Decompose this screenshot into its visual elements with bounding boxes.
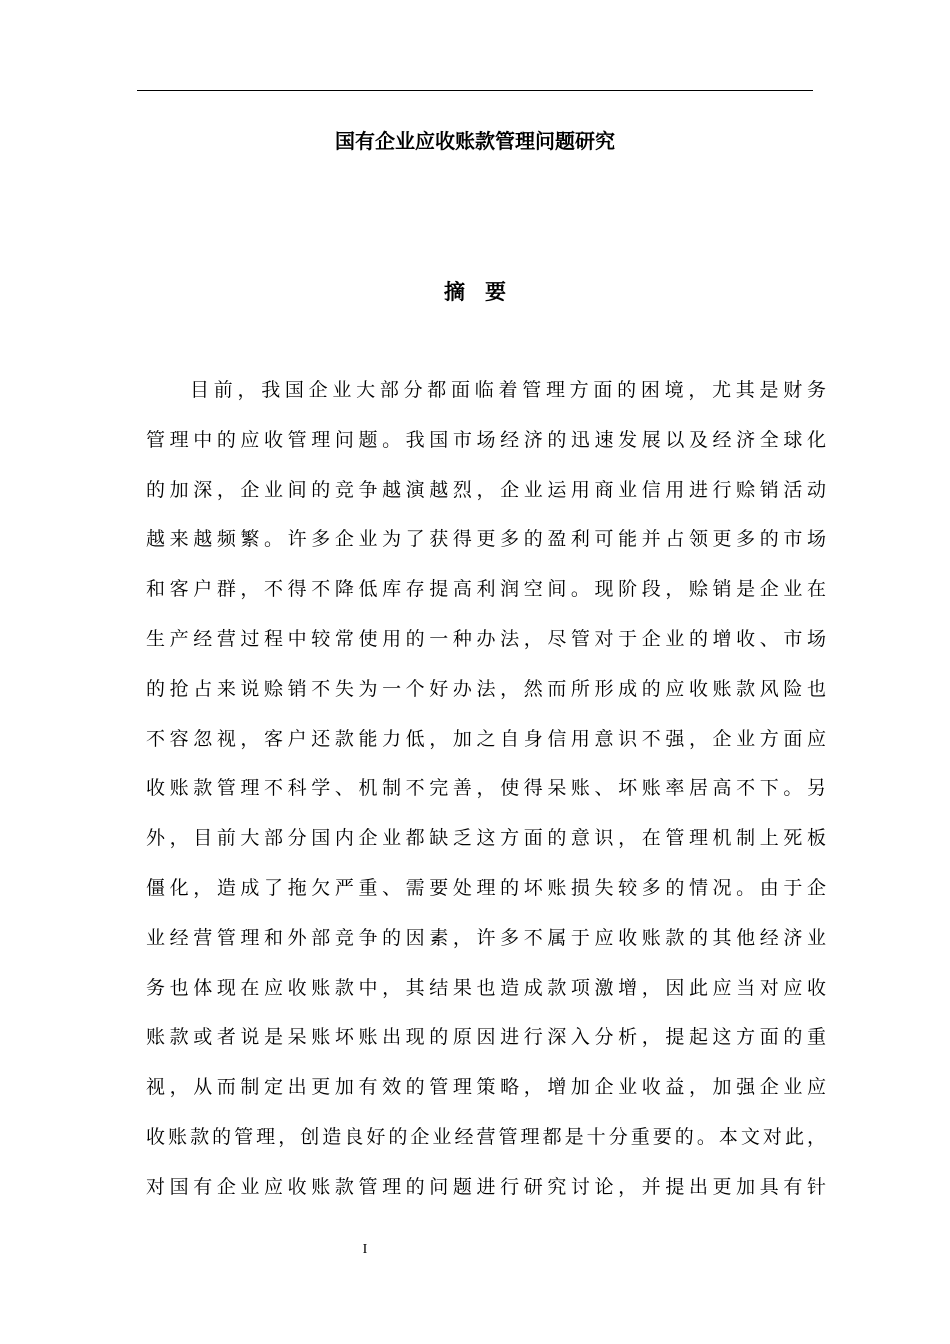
abstract-line: 僵化，造成了拖欠严重、需要处理的坏账损失较多的情况。由于企 [146, 876, 826, 899]
abstract-line: 和客户群，不得不降低库存提高利润空间。现阶段，赊销是企业在 [146, 578, 826, 601]
abstract-line: 收账款的管理，创造良好的企业经营管理都是十分重要的。本文对此， [146, 1125, 826, 1148]
abstract-line: 对国有企业应收账款管理的问题进行研究讨论，并提出更加具有针 [146, 1175, 826, 1198]
abstract-line: 务也体现在应收账款中，其结果也造成款项激增，因此应当对应收 [146, 976, 826, 999]
abstract-line: 收账款管理不科学、机制不完善，使得呆账、坏账率居高不下。另 [146, 777, 826, 800]
abstract-line: 管理中的应收管理问题。我国市场经济的迅速发展以及经济全球化 [146, 428, 826, 451]
abstract-line: 业经营管理和外部竞争的因素，许多不属于应收账款的其他经济业 [146, 926, 826, 949]
abstract-line: 生产经营过程中较常使用的一种办法，尽管对于企业的增收、市场 [146, 627, 826, 650]
abstract-body [146, 366, 826, 1213]
document-title: 国有企业应收账款管理问题研究 [335, 129, 615, 153]
page-number: I [362, 1242, 368, 1257]
abstract-line: 的加深，企业间的竞争越演越烈，企业运用商业信用进行赊销活动 [146, 478, 826, 501]
abstract-heading: 摘要 [444, 280, 526, 304]
abstract-line: 账款或者说是呆账坏账出现的原因进行深入分析，提起这方面的重 [146, 1026, 826, 1049]
header-rule [137, 90, 813, 91]
abstract-line: 外，目前大部分国内企业都缺乏这方面的意识，在管理机制上死板 [146, 827, 826, 850]
abstract-line: 视，从而制定出更加有效的管理策略，增加企业收益，加强企业应 [146, 1076, 826, 1099]
abstract-line: 目前，我国企业大部分都面临着管理方面的困境，尤其是财务 [190, 379, 826, 401]
abstract-line: 越来越频繁。许多企业为了获得更多的盈利可能并占领更多的市场 [146, 528, 826, 551]
abstract-line: 的抢占来说赊销不失为一个好办法，然而所形成的应收账款风险也 [146, 677, 826, 700]
abstract-line: 不容忽视，客户还款能力低，加之自身信用意识不强，企业方面应 [146, 727, 826, 750]
